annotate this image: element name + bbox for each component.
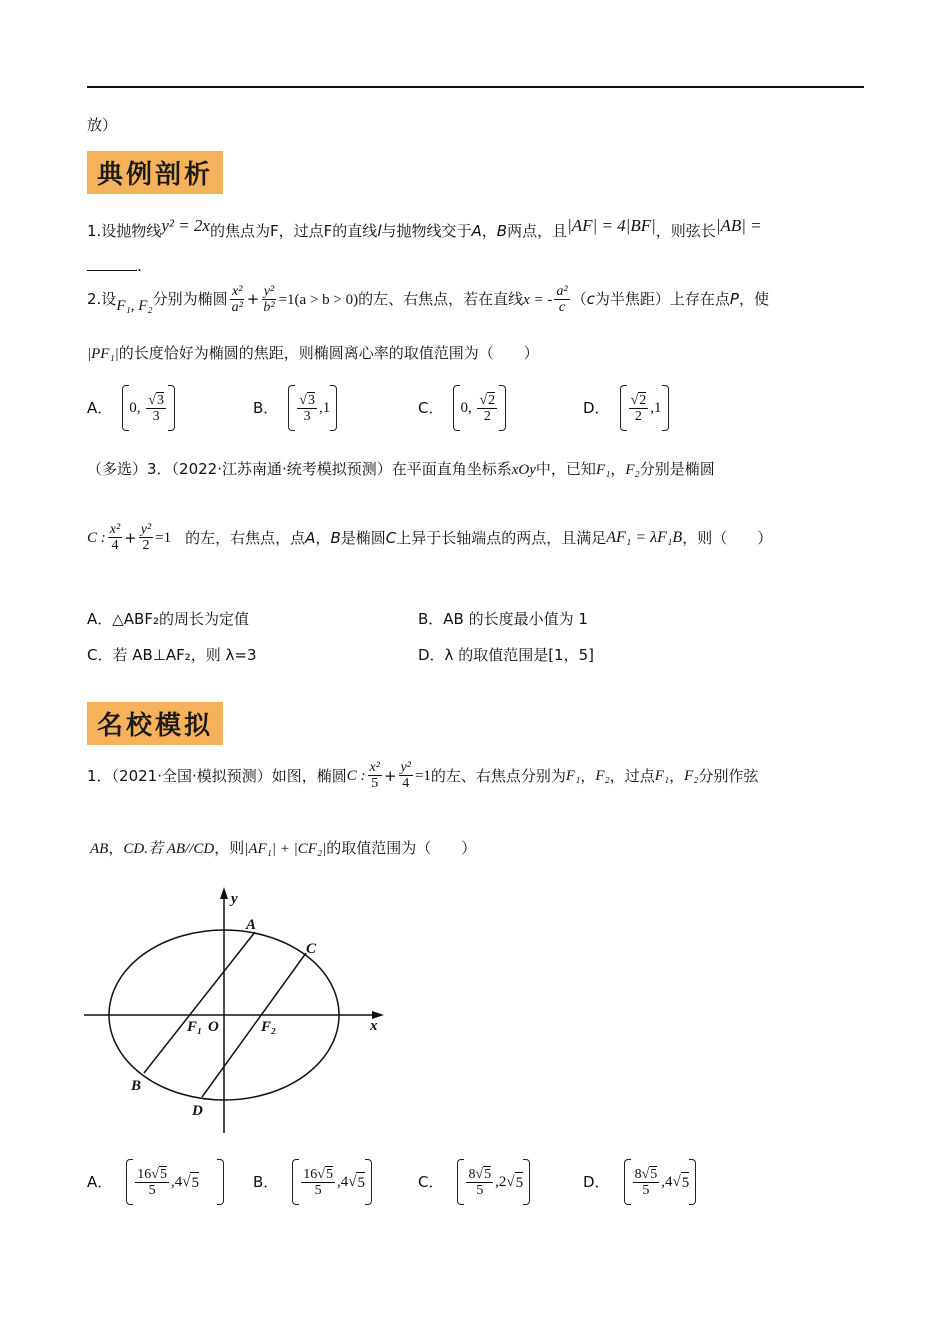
q2-option-c[interactable]: C． 0, $\frac{√2}{2}$ (418, 386, 506, 430)
question-3-line2: C : $\frac{\text{x²}}{4}$ + $\frac{\text{y²}}{2}$ =1 的左，右焦点，点 A ， B 是椭圆 C 上异于长轴端点的两点，且满足 AF₁ = λF₁B ，则（ ） (87, 522, 773, 553)
question-3: （多选）3．（2022·江苏南通·统考模拟预测）在平面直角坐标系xOy中，已知F₁，F₂分别是椭圆 (87, 460, 715, 478)
question-4: 1．（2021·全国·模拟预测）如图，椭圆 C : $\frac{\text{x²}}{5}$ + $\frac{\text{y²}}{4}$ =1 的左、右焦点分别为 F₁ ， F₂ ，过点 F₁ ， F₂ 分别作弦 (87, 760, 759, 791)
label-b: B (131, 1078, 142, 1094)
q3-option-c[interactable]: C．若 AB⊥AF₂，则 λ=3 (87, 646, 257, 664)
label-c: C (306, 941, 317, 957)
question-1: 1.设抛物线y² = 2x的焦点为F，过点F的直线l与抛物线交于A，B两点，且|AF| = 4|BF|，则弦长|AB| = (87, 216, 762, 240)
q1-ab: |AB| = (715, 216, 762, 235)
q2-foci: F₁, F₂ (116, 298, 153, 314)
label-f2: F₂ (261, 1019, 277, 1035)
label-d: D (192, 1103, 203, 1119)
question-2: 2.设F₁, F₂分别为椭圆 $\frac{\text{x²}}{\text{a²}}$ + $\frac{\text{y²}}{\text{b²}}$ =1(a > b > 0)的左、右焦点，若在直线x = - $\frac{\text{a²}}{c}$ （c为半焦距）上存在点P，使 (87, 284, 769, 315)
q3-option-d[interactable]: D．λ 的取值范围是[1，5] (418, 646, 594, 664)
label-x: x (370, 1018, 378, 1034)
q1-condition: |AF| = 4|BF| (567, 216, 656, 235)
section-banner-examples: 典例剖析 (87, 151, 223, 194)
q3-option-a[interactable]: A．△ABF₂的周长为定值 (87, 610, 249, 628)
q1-answer-blank[interactable]: . (87, 256, 142, 276)
label-a: A (246, 917, 257, 933)
label-f1: F₁ (187, 1019, 203, 1035)
q2-option-a[interactable]: A． 0, $\frac{√3}{3}$ (87, 386, 175, 430)
y-arrow (220, 887, 228, 899)
label-y: y (231, 891, 238, 907)
q2-frac-line: $\frac{\text{a²}}{c}$ (556, 284, 568, 315)
q2-frac-x: $\frac{\text{x²}}{\text{a²}}$ (231, 284, 243, 315)
section-banner-mock: 名校模拟 (87, 702, 223, 745)
q2-option-d[interactable]: D． $\frac{√2}{2}$ ,1 (583, 386, 669, 430)
q3-option-b[interactable]: B．AB 的长度最小值为 1 (418, 610, 588, 628)
label-o: O (208, 1019, 219, 1035)
header-rule (87, 86, 864, 88)
chord-ab (144, 932, 255, 1073)
q1-prefix: 1.设抛物线 (87, 222, 162, 240)
q4-option-d[interactable]: D． $\frac{8√5}{5}$ ,4√ 5 (583, 1160, 696, 1204)
question-4-line2: AB，CD.若 AB//CD，则|AF₁| + |CF₂|的取值范围为（ ） (90, 839, 477, 857)
ellipse-figure (84, 885, 394, 1135)
q2-frac-y: $\frac{\text{y²}}{\text{b²}}$ (263, 284, 275, 315)
q1-equation: y² = 2x (161, 216, 210, 235)
q2-option-b[interactable]: B． $\frac{√3}{3}$ ,1 (253, 386, 337, 430)
q4-option-a[interactable]: A． $\frac{16√5}{5}$ ,4√ 5 (87, 1160, 224, 1204)
q4-option-c[interactable]: C． $\frac{8√5}{5}$ ,2√ 5 (418, 1160, 530, 1204)
q4-option-b[interactable]: B． $\frac{16√5}{5}$ ,4√ 5 (253, 1160, 372, 1204)
question-2-line2: |PF₁|的长度恰好为椭圆的焦距，则椭圆离心率的取值范围为（ ） (87, 344, 539, 362)
continuation-text: 放） (87, 116, 118, 134)
